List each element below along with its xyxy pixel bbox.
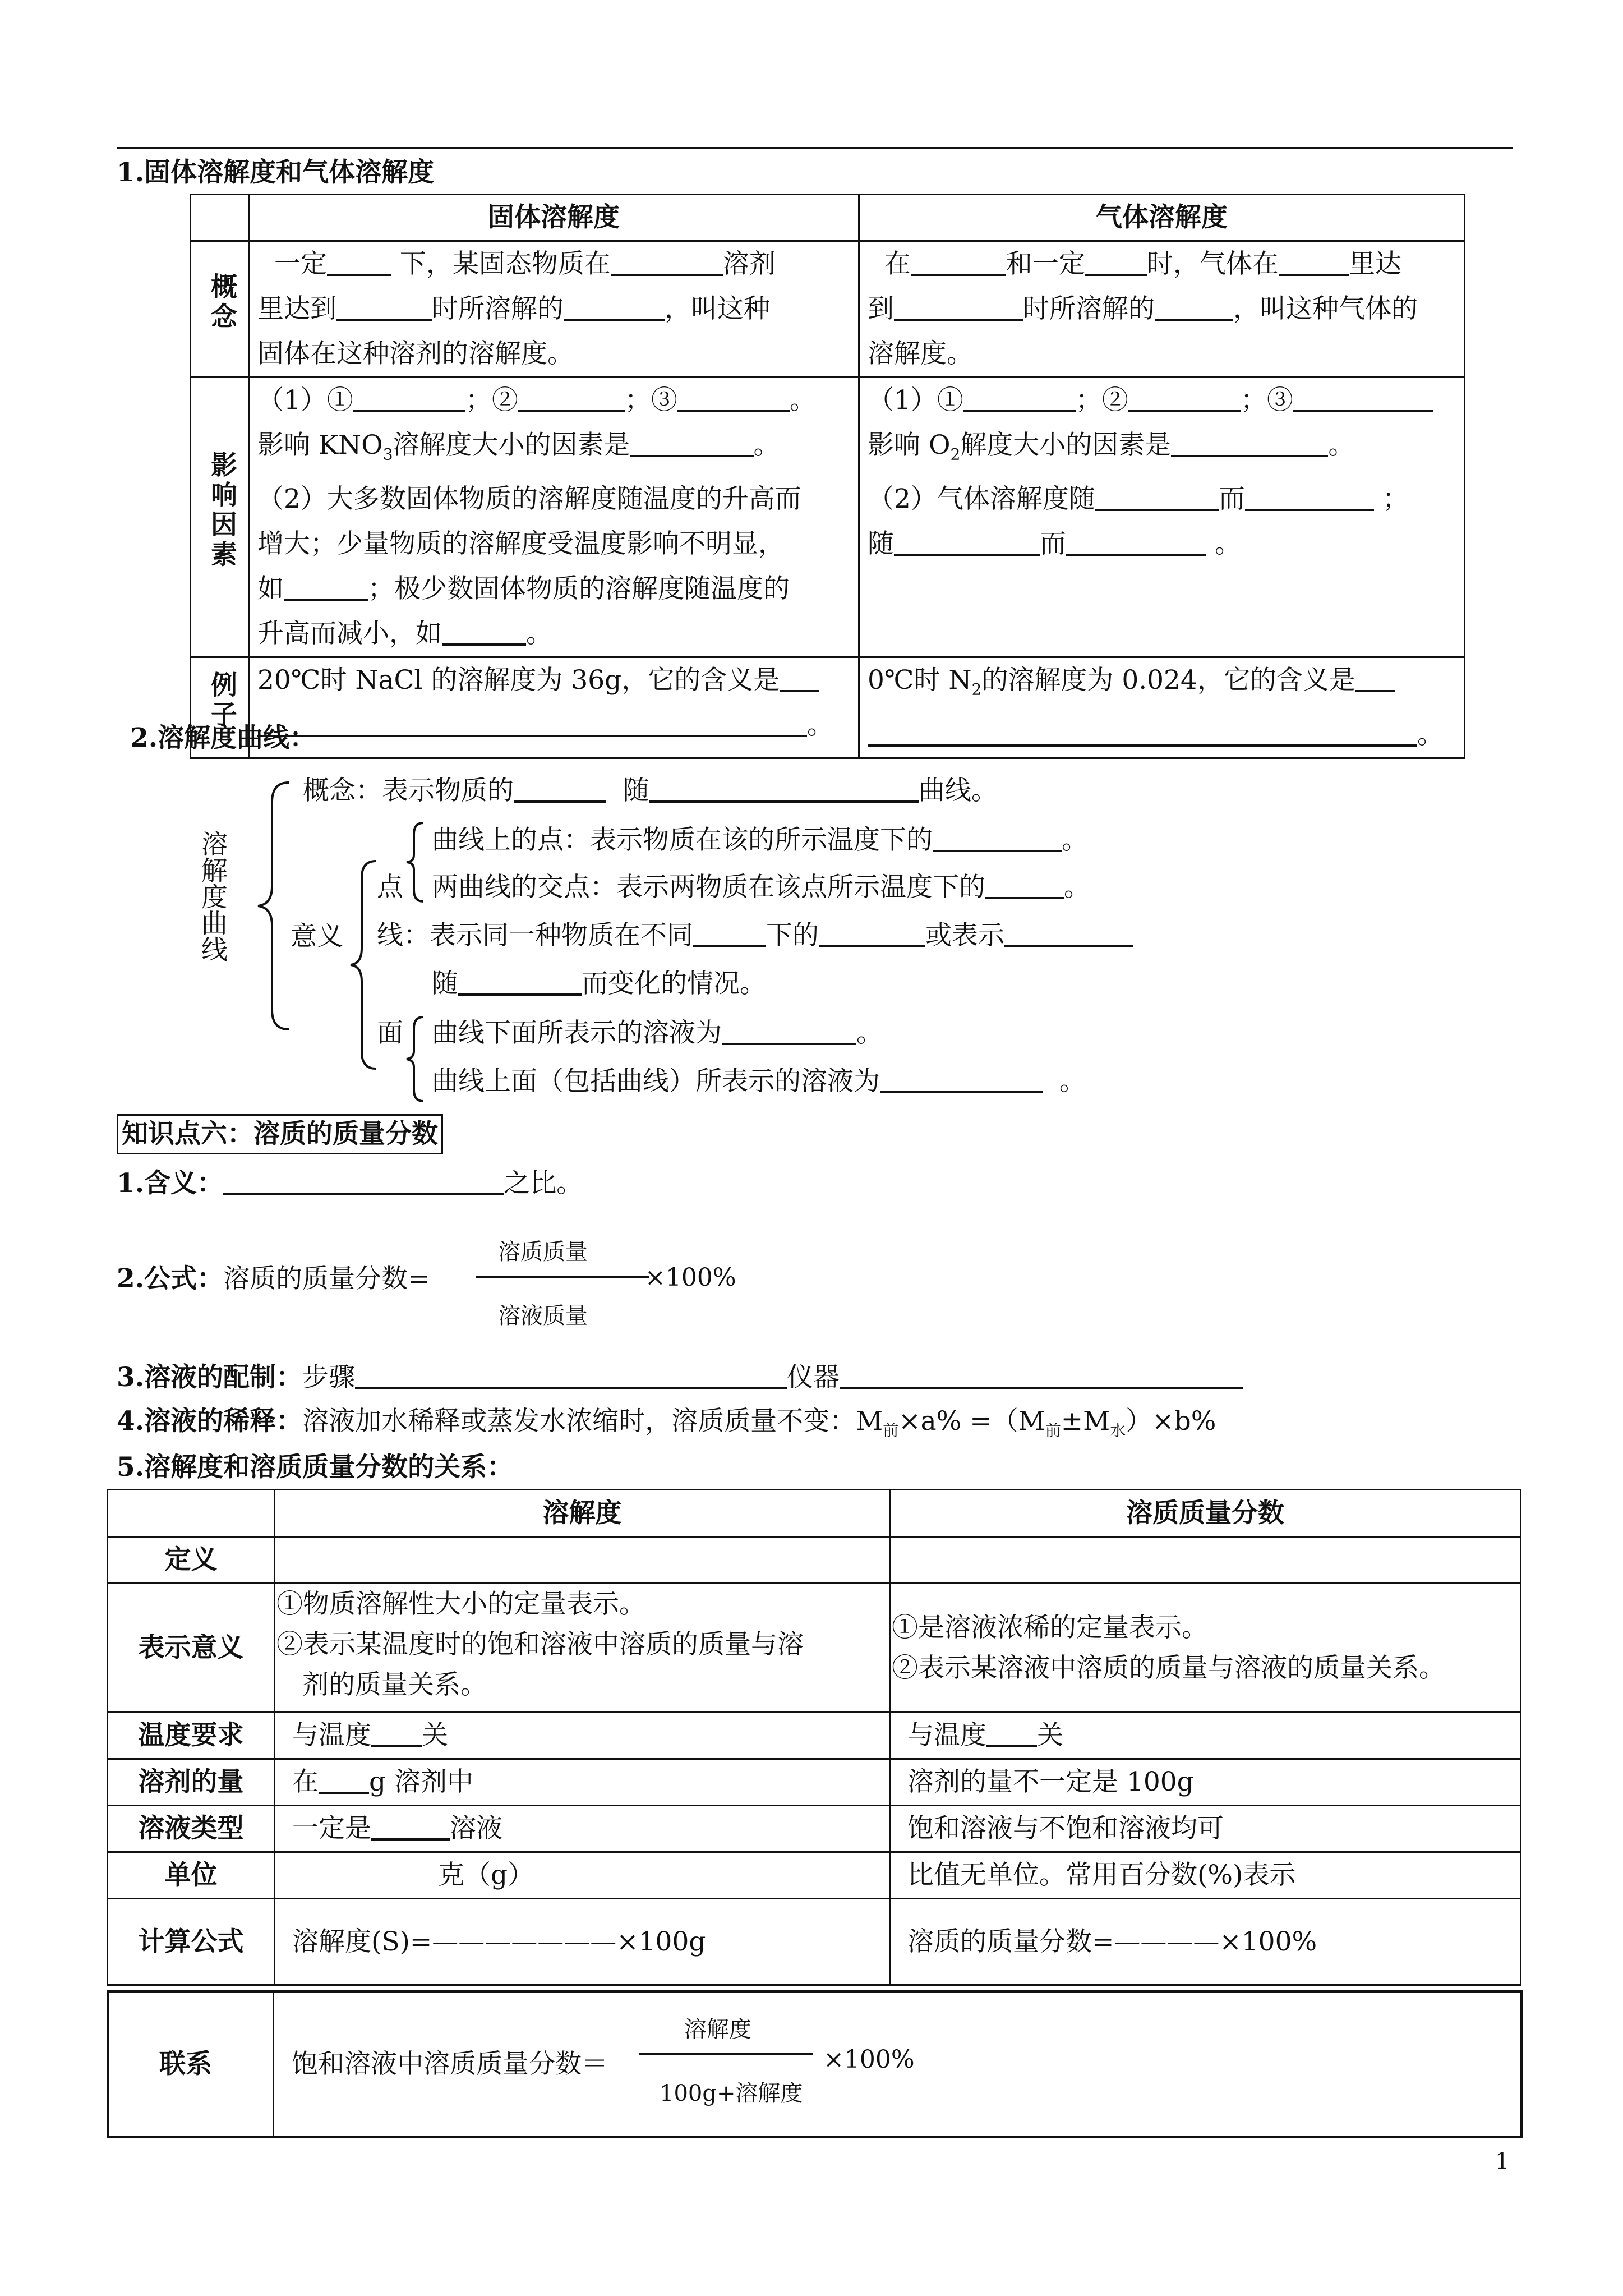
unit-a: 克（g） [275,1852,890,1899]
meaning-line: 1.含义： 之比。 [117,1161,583,1206]
factors-solid: （1）① ；② ；③ 。 影响 $KNO_3$溶解度大小的因素是 。 （2）大多数固体物质的溶解度随温度的升高而 增大；少量物质的溶解度受温度影响不明显， 如 ；极少数固体物质的溶解度随温度的 升高而减小，如 。 [249,378,859,657]
temperature-a: 与温度 关 [275,1713,890,1759]
meaning-a: ①物质溶解性大小的定量表示。 ②表示某温度时的饱和溶液中溶质的质量与溶 剂的质量关系。 [275,1584,890,1713]
curve-face-label: 面 [377,1018,403,1048]
example-solid: 20℃时 NaCl 的溶解度为 36g，它的含义是 。 [249,657,859,758]
relation-header-solubility: 溶解度 [275,1490,890,1537]
relation-label-temperature: 温度要求 [108,1713,275,1759]
relation-label-unit: 单位 [108,1852,275,1899]
concept-gas: 在 和一定 时，气体在 里达 到 时所溶解的 ，叫这种气体的 溶解度。 [859,241,1465,378]
relation-corner [108,1490,275,1537]
page-number: 1 [1495,2148,1510,2174]
curve-face2: 曲线上面（包括曲线）所表示的溶液为 。 [432,1059,1086,1104]
link-bar [639,2053,813,2055]
relation-label-type: 溶液类型 [108,1806,275,1852]
formula-b: 溶质的质量分数=————×100% [890,1899,1521,1985]
solvent-b: 溶剂的量不一定是 100g [890,1759,1521,1806]
definition-a [275,1537,890,1584]
relation-label-formula: 计算公式 [108,1899,275,1985]
temperature-b: 与温度 关 [890,1713,1521,1759]
relation-title: 5.溶解度和溶质质量分数的关系： [117,1452,514,1483]
dilution-line: 4.溶液的稀释：溶液加水稀释或蒸发水浓缩时，溶质质量不变：$M_前\times a\% =(M_前\pm M_水)\times b\%$ [117,1406,1216,1440]
link-divider [273,1990,274,2138]
example-gas: 0℃时 $N_2$的溶解度为 0.024，它的含义是 。 [859,657,1465,758]
solubility-table [190,194,1465,759]
type-a: 一定是 溶液 [275,1806,890,1852]
row-label-example: 例子 [191,657,249,758]
link-times: ×100% [823,2045,915,2074]
factors-gas: （1）① ；② ；③ 影响 $O_2$解度大小的因素是 。 （2）气体溶解度随 而 ； 随 而 。 [859,378,1465,657]
type-b: 饱和溶液与不饱和溶液均可 [890,1806,1521,1852]
link-text: 饱和溶液中溶质质量分数＝ [292,2049,608,2079]
curve-point2: 两曲线的交点：表示两物质在该点所示温度下的 。 [432,865,1090,910]
link-label: 联系 [159,2049,212,2079]
brace-point [404,820,426,904]
curve-line2: 随 而变化的情况。 [432,961,766,1006]
row-label-factors: 影响因素 [191,378,249,657]
header-solid: 固体溶解度 [249,195,859,241]
curve-point-label: 点 [377,872,403,903]
section1-title: 1.固体溶解度和气体溶解度 [117,157,435,188]
curve-line1: 线：表示同一种物质在不同 下的 或表示 [377,913,1133,958]
curve-point1: 曲线上的点：表示物质在该的所示温度下的 。 [432,818,1088,863]
formula-denominator: 溶液质量 [498,1303,588,1329]
formula-times: ×100% [645,1263,736,1292]
solvent-a: 在 g 溶剂中 [275,1759,890,1806]
relation-label-meaning: 表示意义 [108,1584,275,1713]
relation-table [107,1489,1521,1986]
formula-bar [476,1276,649,1278]
table-corner [191,195,249,241]
row-label-concept: 概念 [191,241,249,378]
formula-numerator: 溶质质量 [498,1239,588,1265]
brace-main [255,780,300,1032]
brace-face [404,1014,426,1104]
relation-header-fraction: 溶质质量分数 [890,1490,1521,1537]
link-numerator: 溶解度 [684,2017,751,2042]
section2-title: 2.溶解度曲线： [130,723,316,753]
brace-meaning [348,858,381,1071]
preparation-line: 3.溶液的配制：步骤 仪器 [117,1355,1243,1400]
formula-a: 溶解度(S)=———————×100g [275,1899,890,1985]
curve-meaning-label: 意义 [291,921,343,952]
relation-label-definition: 定义 [108,1537,275,1584]
meaning-b: ①是溶液浓稀的定量表示。 ②表示某溶液中溶质的质量与溶液的质量关系。 [890,1584,1521,1713]
definition-b [890,1537,1521,1584]
header-gas: 气体溶解度 [859,195,1465,241]
relation-label-solvent: 溶剂的量 [108,1759,275,1806]
top-rule [117,147,1513,149]
curve-concept: 概念：表示物质的 随 曲线。 [303,769,998,813]
concept-solid: 一定 下，某固态物质在 溶剂 里达到 时所溶解的 ，叫这种 固体在这种溶剂的溶解度。 [249,241,859,378]
unit-b: 比值无单位。常用百分数(%)表示 [890,1852,1521,1899]
link-denominator: 100g+溶解度 [660,2081,803,2106]
curve-root-label: 溶解度曲线 [197,830,228,962]
curve-face1: 曲线下面所表示的溶液为 。 [432,1011,883,1056]
formula-line: 2.公式：溶质的质量分数= [117,1263,430,1294]
knowledge-box-title: 知识点六：溶质的质量分数 [117,1114,443,1154]
